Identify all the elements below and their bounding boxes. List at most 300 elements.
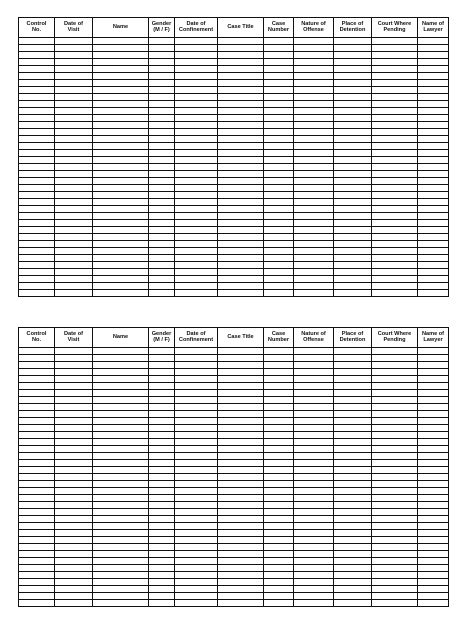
table-cell[interactable]: [334, 397, 372, 404]
table-cell[interactable]: [372, 376, 418, 383]
table-cell[interactable]: [264, 101, 294, 108]
table-cell[interactable]: [264, 122, 294, 129]
table-cell[interactable]: [218, 38, 264, 45]
table-cell[interactable]: [218, 425, 264, 432]
table-cell[interactable]: [264, 73, 294, 80]
table-cell[interactable]: [334, 348, 372, 355]
table-cell[interactable]: [93, 241, 149, 248]
table-cell[interactable]: [264, 348, 294, 355]
table-cell[interactable]: [294, 397, 334, 404]
table-cell[interactable]: [294, 185, 334, 192]
table-cell[interactable]: [264, 467, 294, 474]
table-cell[interactable]: [418, 439, 449, 446]
table-cell[interactable]: [19, 593, 55, 600]
table-cell[interactable]: [19, 59, 55, 66]
table-cell[interactable]: [418, 213, 449, 220]
table-cell[interactable]: [264, 411, 294, 418]
table-cell[interactable]: [55, 171, 93, 178]
table-cell[interactable]: [372, 220, 418, 227]
table-cell[interactable]: [93, 488, 149, 495]
table-cell[interactable]: [55, 94, 93, 101]
table-cell[interactable]: [93, 593, 149, 600]
table-cell[interactable]: [334, 234, 372, 241]
table-cell[interactable]: [19, 206, 55, 213]
table-cell[interactable]: [149, 418, 175, 425]
table-cell[interactable]: [372, 269, 418, 276]
table-cell[interactable]: [264, 390, 294, 397]
table-cell[interactable]: [372, 192, 418, 199]
table-cell[interactable]: [55, 572, 93, 579]
table-cell[interactable]: [218, 108, 264, 115]
table-cell[interactable]: [55, 509, 93, 516]
table-cell[interactable]: [93, 157, 149, 164]
table-cell[interactable]: [294, 80, 334, 87]
table-cell[interactable]: [93, 439, 149, 446]
table-cell[interactable]: [93, 544, 149, 551]
table-cell[interactable]: [264, 579, 294, 586]
table-cell[interactable]: [294, 73, 334, 80]
table-cell[interactable]: [218, 143, 264, 150]
table-cell[interactable]: [334, 192, 372, 199]
table-cell[interactable]: [175, 355, 218, 362]
table-cell[interactable]: [19, 600, 55, 607]
table-cell[interactable]: [93, 530, 149, 537]
table-cell[interactable]: [264, 565, 294, 572]
table-cell[interactable]: [294, 390, 334, 397]
table-cell[interactable]: [418, 565, 449, 572]
table-cell[interactable]: [175, 586, 218, 593]
table-cell[interactable]: [264, 460, 294, 467]
table-cell[interactable]: [218, 593, 264, 600]
table-cell[interactable]: [218, 73, 264, 80]
table-cell[interactable]: [294, 565, 334, 572]
table-cell[interactable]: [372, 38, 418, 45]
table-cell[interactable]: [334, 432, 372, 439]
table-cell[interactable]: [19, 255, 55, 262]
table-cell[interactable]: [418, 129, 449, 136]
table-cell[interactable]: [264, 355, 294, 362]
table-cell[interactable]: [175, 80, 218, 87]
table-cell[interactable]: [372, 446, 418, 453]
table-cell[interactable]: [19, 234, 55, 241]
table-cell[interactable]: [149, 108, 175, 115]
table-cell[interactable]: [19, 66, 55, 73]
table-cell[interactable]: [149, 150, 175, 157]
table-cell[interactable]: [55, 290, 93, 297]
table-cell[interactable]: [418, 600, 449, 607]
table-cell[interactable]: [294, 523, 334, 530]
table-cell[interactable]: [372, 474, 418, 481]
table-cell[interactable]: [149, 227, 175, 234]
table-cell[interactable]: [55, 516, 93, 523]
table-cell[interactable]: [418, 66, 449, 73]
table-cell[interactable]: [175, 171, 218, 178]
table-cell[interactable]: [418, 59, 449, 66]
table-cell[interactable]: [294, 481, 334, 488]
table-cell[interactable]: [418, 579, 449, 586]
table-cell[interactable]: [264, 290, 294, 297]
table-cell[interactable]: [19, 115, 55, 122]
table-cell[interactable]: [55, 157, 93, 164]
table-cell[interactable]: [19, 108, 55, 115]
table-cell[interactable]: [175, 52, 218, 59]
table-cell[interactable]: [418, 290, 449, 297]
table-cell[interactable]: [418, 150, 449, 157]
table-cell[interactable]: [19, 411, 55, 418]
table-cell[interactable]: [55, 488, 93, 495]
table-cell[interactable]: [218, 467, 264, 474]
table-cell[interactable]: [149, 192, 175, 199]
table-cell[interactable]: [294, 572, 334, 579]
table-cell[interactable]: [264, 206, 294, 213]
table-cell[interactable]: [93, 481, 149, 488]
table-cell[interactable]: [19, 481, 55, 488]
table-cell[interactable]: [93, 220, 149, 227]
table-cell[interactable]: [149, 488, 175, 495]
table-cell[interactable]: [418, 537, 449, 544]
table-cell[interactable]: [55, 495, 93, 502]
table-cell[interactable]: [334, 369, 372, 376]
table-cell[interactable]: [19, 38, 55, 45]
table-cell[interactable]: [19, 199, 55, 206]
table-cell[interactable]: [55, 397, 93, 404]
table-cell[interactable]: [175, 397, 218, 404]
table-cell[interactable]: [294, 269, 334, 276]
table-cell[interactable]: [334, 101, 372, 108]
table-cell[interactable]: [418, 446, 449, 453]
table-cell[interactable]: [93, 94, 149, 101]
table-cell[interactable]: [55, 269, 93, 276]
table-cell[interactable]: [175, 290, 218, 297]
table-cell[interactable]: [149, 220, 175, 227]
table-cell[interactable]: [19, 290, 55, 297]
table-cell[interactable]: [149, 516, 175, 523]
table-cell[interactable]: [372, 516, 418, 523]
table-cell[interactable]: [55, 234, 93, 241]
table-cell[interactable]: [218, 199, 264, 206]
table-cell[interactable]: [175, 192, 218, 199]
table-cell[interactable]: [149, 276, 175, 283]
table-cell[interactable]: [294, 418, 334, 425]
table-cell[interactable]: [93, 551, 149, 558]
table-cell[interactable]: [334, 220, 372, 227]
table-cell[interactable]: [55, 593, 93, 600]
table-cell[interactable]: [19, 376, 55, 383]
table-cell[interactable]: [264, 537, 294, 544]
table-cell[interactable]: [334, 269, 372, 276]
table-cell[interactable]: [55, 164, 93, 171]
table-cell[interactable]: [149, 164, 175, 171]
table-cell[interactable]: [19, 565, 55, 572]
table-cell[interactable]: [418, 220, 449, 227]
table-cell[interactable]: [418, 474, 449, 481]
table-cell[interactable]: [55, 376, 93, 383]
table-cell[interactable]: [55, 390, 93, 397]
table-cell[interactable]: [372, 418, 418, 425]
table-cell[interactable]: [149, 262, 175, 269]
table-cell[interactable]: [218, 537, 264, 544]
table-cell[interactable]: [55, 418, 93, 425]
table-cell[interactable]: [93, 453, 149, 460]
table-cell[interactable]: [218, 481, 264, 488]
table-cell[interactable]: [418, 586, 449, 593]
table-cell[interactable]: [372, 383, 418, 390]
table-cell[interactable]: [149, 586, 175, 593]
table-cell[interactable]: [372, 460, 418, 467]
table-cell[interactable]: [334, 241, 372, 248]
table-cell[interactable]: [294, 516, 334, 523]
table-cell[interactable]: [418, 418, 449, 425]
table-cell[interactable]: [294, 404, 334, 411]
table-cell[interactable]: [149, 80, 175, 87]
table-cell[interactable]: [264, 241, 294, 248]
table-cell[interactable]: [218, 502, 264, 509]
table-cell[interactable]: [175, 600, 218, 607]
table-cell[interactable]: [93, 59, 149, 66]
table-cell[interactable]: [372, 241, 418, 248]
table-cell[interactable]: [418, 234, 449, 241]
table-cell[interactable]: [294, 488, 334, 495]
table-cell[interactable]: [93, 283, 149, 290]
table-cell[interactable]: [218, 59, 264, 66]
table-cell[interactable]: [218, 171, 264, 178]
table-cell[interactable]: [264, 481, 294, 488]
table-cell[interactable]: [19, 241, 55, 248]
table-cell[interactable]: [418, 45, 449, 52]
table-cell[interactable]: [264, 185, 294, 192]
table-cell[interactable]: [149, 593, 175, 600]
table-cell[interactable]: [55, 38, 93, 45]
table-cell[interactable]: [19, 383, 55, 390]
table-cell[interactable]: [149, 376, 175, 383]
table-cell[interactable]: [264, 129, 294, 136]
table-cell[interactable]: [19, 446, 55, 453]
table-cell[interactable]: [149, 509, 175, 516]
table-cell[interactable]: [334, 446, 372, 453]
table-cell[interactable]: [149, 206, 175, 213]
table-cell[interactable]: [372, 600, 418, 607]
table-cell[interactable]: [418, 530, 449, 537]
table-cell[interactable]: [418, 101, 449, 108]
table-cell[interactable]: [149, 369, 175, 376]
table-cell[interactable]: [149, 362, 175, 369]
table-cell[interactable]: [19, 87, 55, 94]
table-cell[interactable]: [264, 45, 294, 52]
table-cell[interactable]: [93, 269, 149, 276]
table-cell[interactable]: [175, 362, 218, 369]
table-cell[interactable]: [334, 488, 372, 495]
table-cell[interactable]: [55, 262, 93, 269]
table-cell[interactable]: [55, 460, 93, 467]
table-cell[interactable]: [372, 467, 418, 474]
table-cell[interactable]: [175, 453, 218, 460]
table-cell[interactable]: [55, 446, 93, 453]
table-cell[interactable]: [294, 178, 334, 185]
table-cell[interactable]: [418, 502, 449, 509]
table-cell[interactable]: [175, 481, 218, 488]
table-cell[interactable]: [175, 467, 218, 474]
table-cell[interactable]: [334, 115, 372, 122]
table-cell[interactable]: [294, 227, 334, 234]
table-cell[interactable]: [334, 516, 372, 523]
table-cell[interactable]: [218, 432, 264, 439]
table-cell[interactable]: [175, 446, 218, 453]
table-cell[interactable]: [55, 178, 93, 185]
table-cell[interactable]: [55, 199, 93, 206]
table-cell[interactable]: [55, 411, 93, 418]
table-cell[interactable]: [55, 348, 93, 355]
table-cell[interactable]: [55, 551, 93, 558]
table-cell[interactable]: [175, 150, 218, 157]
table-cell[interactable]: [19, 572, 55, 579]
table-cell[interactable]: [175, 262, 218, 269]
table-cell[interactable]: [93, 213, 149, 220]
table-cell[interactable]: [334, 418, 372, 425]
table-cell[interactable]: [418, 157, 449, 164]
table-cell[interactable]: [334, 495, 372, 502]
table-cell[interactable]: [418, 425, 449, 432]
table-cell[interactable]: [218, 586, 264, 593]
table-cell[interactable]: [264, 369, 294, 376]
table-cell[interactable]: [93, 495, 149, 502]
table-cell[interactable]: [372, 94, 418, 101]
table-cell[interactable]: [149, 453, 175, 460]
table-cell[interactable]: [264, 509, 294, 516]
table-cell[interactable]: [149, 248, 175, 255]
table-cell[interactable]: [334, 362, 372, 369]
table-cell[interactable]: [218, 453, 264, 460]
table-cell[interactable]: [264, 276, 294, 283]
table-cell[interactable]: [19, 276, 55, 283]
table-cell[interactable]: [372, 481, 418, 488]
table-cell[interactable]: [175, 523, 218, 530]
table-cell[interactable]: [175, 276, 218, 283]
table-cell[interactable]: [264, 262, 294, 269]
table-cell[interactable]: [149, 544, 175, 551]
table-cell[interactable]: [149, 565, 175, 572]
table-cell[interactable]: [372, 66, 418, 73]
table-cell[interactable]: [149, 234, 175, 241]
table-cell[interactable]: [19, 171, 55, 178]
table-cell[interactable]: [334, 502, 372, 509]
table-cell[interactable]: [418, 481, 449, 488]
table-cell[interactable]: [418, 348, 449, 355]
table-cell[interactable]: [294, 425, 334, 432]
table-cell[interactable]: [93, 425, 149, 432]
table-cell[interactable]: [294, 283, 334, 290]
table-cell[interactable]: [334, 523, 372, 530]
table-cell[interactable]: [55, 206, 93, 213]
table-cell[interactable]: [175, 572, 218, 579]
table-cell[interactable]: [294, 355, 334, 362]
table-cell[interactable]: [55, 537, 93, 544]
table-cell[interactable]: [334, 87, 372, 94]
table-cell[interactable]: [418, 411, 449, 418]
table-cell[interactable]: [264, 432, 294, 439]
table-cell[interactable]: [372, 122, 418, 129]
table-cell[interactable]: [372, 411, 418, 418]
table-cell[interactable]: [418, 488, 449, 495]
table-cell[interactable]: [55, 383, 93, 390]
table-cell[interactable]: [334, 411, 372, 418]
table-cell[interactable]: [264, 115, 294, 122]
table-cell[interactable]: [372, 52, 418, 59]
table-cell[interactable]: [372, 185, 418, 192]
table-cell[interactable]: [264, 523, 294, 530]
table-cell[interactable]: [149, 481, 175, 488]
table-cell[interactable]: [334, 73, 372, 80]
table-cell[interactable]: [264, 234, 294, 241]
table-cell[interactable]: [334, 248, 372, 255]
table-cell[interactable]: [93, 150, 149, 157]
table-cell[interactable]: [55, 185, 93, 192]
table-cell[interactable]: [218, 66, 264, 73]
table-cell[interactable]: [294, 150, 334, 157]
table-cell[interactable]: [19, 143, 55, 150]
table-cell[interactable]: [149, 474, 175, 481]
table-cell[interactable]: [218, 439, 264, 446]
table-cell[interactable]: [19, 537, 55, 544]
table-cell[interactable]: [55, 255, 93, 262]
table-cell[interactable]: [149, 185, 175, 192]
table-cell[interactable]: [334, 390, 372, 397]
table-cell[interactable]: [294, 234, 334, 241]
table-cell[interactable]: [372, 551, 418, 558]
table-cell[interactable]: [93, 178, 149, 185]
table-cell[interactable]: [55, 523, 93, 530]
table-cell[interactable]: [218, 94, 264, 101]
table-cell[interactable]: [93, 467, 149, 474]
table-cell[interactable]: [19, 348, 55, 355]
table-cell[interactable]: [218, 255, 264, 262]
table-cell[interactable]: [264, 418, 294, 425]
table-cell[interactable]: [294, 348, 334, 355]
table-cell[interactable]: [218, 600, 264, 607]
table-cell[interactable]: [294, 502, 334, 509]
table-cell[interactable]: [372, 439, 418, 446]
table-cell[interactable]: [372, 45, 418, 52]
table-cell[interactable]: [372, 108, 418, 115]
table-cell[interactable]: [418, 108, 449, 115]
table-cell[interactable]: [93, 474, 149, 481]
table-cell[interactable]: [264, 453, 294, 460]
table-cell[interactable]: [93, 108, 149, 115]
table-cell[interactable]: [294, 115, 334, 122]
table-cell[interactable]: [418, 467, 449, 474]
table-cell[interactable]: [294, 383, 334, 390]
table-cell[interactable]: [418, 558, 449, 565]
table-cell[interactable]: [55, 227, 93, 234]
table-cell[interactable]: [418, 593, 449, 600]
table-cell[interactable]: [418, 495, 449, 502]
table-cell[interactable]: [334, 52, 372, 59]
table-cell[interactable]: [218, 206, 264, 213]
table-cell[interactable]: [218, 355, 264, 362]
table-cell[interactable]: [294, 467, 334, 474]
table-cell[interactable]: [372, 80, 418, 87]
table-cell[interactable]: [334, 425, 372, 432]
table-cell[interactable]: [264, 446, 294, 453]
table-cell[interactable]: [372, 509, 418, 516]
table-cell[interactable]: [334, 453, 372, 460]
table-cell[interactable]: [218, 488, 264, 495]
table-cell[interactable]: [218, 157, 264, 164]
table-cell[interactable]: [372, 404, 418, 411]
table-cell[interactable]: [334, 276, 372, 283]
table-cell[interactable]: [175, 227, 218, 234]
table-cell[interactable]: [294, 362, 334, 369]
table-cell[interactable]: [264, 502, 294, 509]
